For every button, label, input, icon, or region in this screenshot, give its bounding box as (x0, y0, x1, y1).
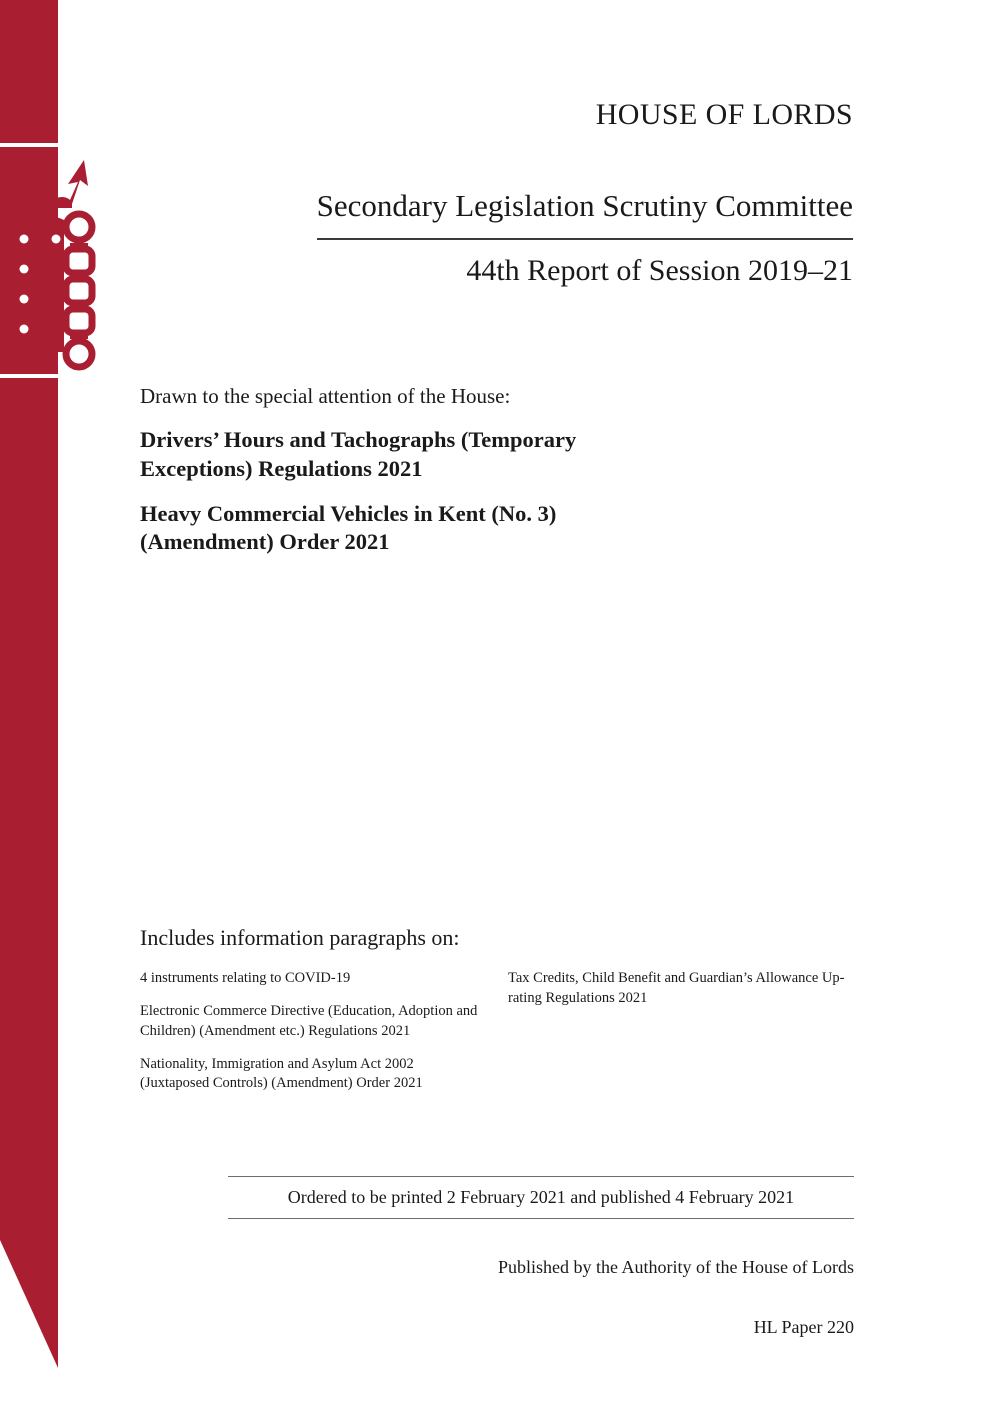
grid-bar-h2 (0, 264, 64, 274)
committee-title: Secondary Legislation Scrutiny Committee (316, 188, 853, 223)
grid-rivet (20, 295, 29, 304)
grid-bar-h3 (0, 294, 64, 304)
cover-header (140, 98, 853, 287)
grid-rivet (20, 235, 29, 244)
chain-ring-bottom (66, 341, 92, 367)
chain-link (66, 279, 92, 303)
information-paragraph-item: Nationality, Immigration and Asylum Act 2002 (Juxtaposed Controls) (Amendment) Order 2021 (140, 1055, 423, 1092)
portcullis-spike (30, 334, 48, 374)
grid-rivet (20, 325, 29, 334)
spine-notch-upper (0, 143, 58, 147)
portcullis-beam (0, 211, 64, 234)
ordered-printed-statement: Ordered to be printed 2 February 2021 and published 4 February 2021 (287, 1187, 795, 1207)
special-attention-instrument: Drivers’ Hours and Tachographs (Temporary Exceptions) Regulations 2021 (140, 427, 577, 481)
chain-link (70, 273, 88, 279)
grid-bar-h4 (0, 324, 64, 334)
chain-link (70, 333, 88, 339)
footer-bottom-rule (228, 1218, 854, 1219)
institution-title: HOUSE OF LORDS (595, 98, 853, 131)
information-paragraphs-column-right (508, 969, 854, 1094)
grid-rivet (52, 235, 61, 244)
information-paragraph-item: Electronic Commerce Directive (Education, Adoption and Children) (Amendment etc.) Regulations 2021 (140, 1003, 478, 1039)
information-paragraph-item: Tax Credits, Child Benefit and Guardian’s Allowance Up-rating Regulations 2021 (508, 970, 845, 1007)
grid-bar-v3 (30, 234, 42, 352)
information-paragraphs-columns (140, 969, 855, 1094)
crown-shape (0, 146, 88, 208)
published-by-statement: Published by the Authority of the House of Lords (498, 1256, 854, 1277)
spine-notch-lower (0, 374, 58, 378)
red-spine-band (0, 0, 60, 1401)
chain-link (70, 243, 88, 249)
special-attention-instrument: Heavy Commercial Vehicles in Kent (No. 3) (Amendment) Order 2021 (140, 500, 557, 555)
information-paragraphs-section (140, 925, 855, 1094)
paper-number: HL Paper 220 (753, 1317, 854, 1338)
grid-bar-v2 (0, 234, 4, 352)
chain-link (70, 303, 88, 309)
chain-link (66, 309, 92, 333)
chain-ring-top (66, 214, 92, 240)
spine-shape (0, 0, 58, 1368)
grid-bar-h1 (0, 234, 64, 244)
special-attention-section (140, 383, 640, 557)
chain-link (66, 249, 92, 273)
information-paragraphs-heading: Includes information paragraphs on: (140, 925, 460, 950)
grid-bar-v4 (52, 234, 64, 352)
special-attention-lead-in: Drawn to the special attention of the House: (140, 384, 511, 408)
grid-rivet (20, 265, 29, 274)
information-paragraph-item: 4 instruments relating to COVID-19 (140, 970, 351, 987)
committee-divider-rule (317, 238, 853, 240)
information-paragraphs-column-left (140, 969, 486, 1094)
portcullis-spike (0, 334, 10, 374)
portcullis-emblem (0, 142, 104, 380)
cover-footer (228, 1176, 854, 1339)
report-session-title: 44th Report of Session 2019–21 (466, 253, 853, 287)
